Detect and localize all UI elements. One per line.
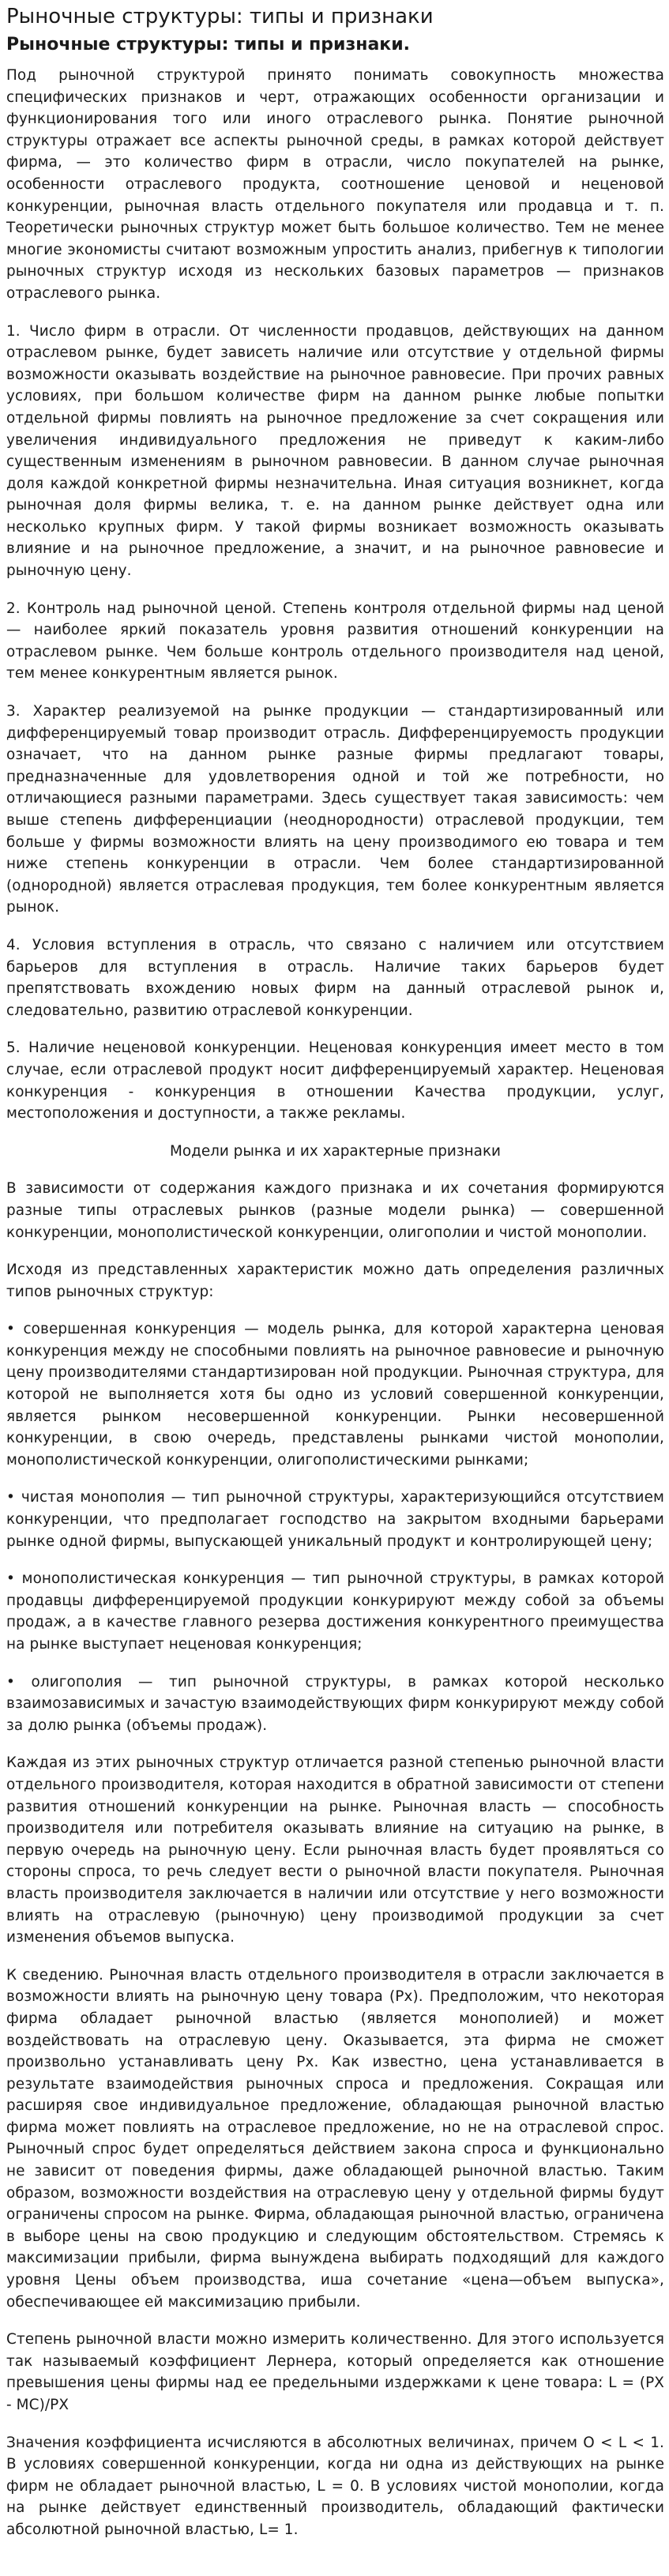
paragraph-market-types: В зависимости от содержания каждого признака и их сочетания формируются разные типы отраслевых рынков (разные модели рынка) — совершенной конкуренции, монополистической конкуренции, олигополии и чистой монополии. (6, 1180, 664, 1241)
section-heading: Модели рынка и их характерные признаки (169, 1142, 501, 1160)
bullet-oligopoly: • олигополия — тип рыночной структуры, в рамках которой несколько взаимозависимых и зачастую взаимодействующих фирм конкурируют между собой за долю рынка (объемы продаж). (6, 1673, 664, 1734)
bullet-pure-monopoly: • чистая монополия — тип рыночной структуры, характеризующийся отсутствием конкуренции, что предполагает господство на закрытом входными барьерами рынке одной фирмы, выпускающей уникальный продукт и контролирующей цену; (6, 1489, 664, 1550)
paragraph-entry-conditions: 4. Условия вступления в отрасль, что связано с наличием или отсутствием барьеров для вступления в отрасль. Наличие таких барьеров будет препятствовать вхождению новых фирм на данный отраслевой рынок и, следовательно, развитию отраслевой конкуренции. (6, 936, 664, 1019)
paragraph-definitions-intro: Исходя из представленных характеристик можно дать определения различных типов рыночных структур: (6, 1262, 664, 1300)
paragraph-market-power: Каждая из этих рыночных структур отличается разной степенью рыночной власти отдельного производителя, которая находится в обратной зависимости от степени развития отношений конкуренции на рынке. Рыночная власть — способность производителя или потребителя оказывать влияние на ситуацию на рынке, в первую очередь на рыночную цену. Если рыночная власть будет проявляться со стороны спроса, то речь следует вести о рыночной власти покупателя. Рыночная власть производителя заключается в наличии или отсутствие у него возможности влиять на отраслевую (рыночную) цену производимой продукции за счет изменения объемов выпуска. (6, 1754, 664, 1946)
bullet-perfect-competition: • совершенная конкуренция — модель рынка, для которой характерна ценовая конкуренция между не способными повлиять на рыночное равновесие и рыночную цену производителями стандартизирован ной продукции. Рыночная структура, для которой не выполняется хотя бы одно из условий совершенной конкуренции, является рынком несовершенной конкуренции. Рынки несовершенной конкуренции, в свою очередь, представлены рынками чистой монополии, монополистической конкуренции, олигополистическими рынками; (6, 1321, 664, 1469)
paragraph-price-control: 2. Контроль над рыночной ценой. Степень контроля отдельной фирмы над ценой — наиболее яркий показатель уровня развития отношений конкуренции на отраслевом рынке. Чем больше контроль отдельного производителя над ценой, тем менее конкурентным является рынок. (6, 600, 664, 683)
bullet-monopolistic-competition: • монополистическая конкуренция — тип рыночной структуры, в рамках которой продавцы дифференцируемой продукции конкурируют между собой за объемы продаж, а в качестве главного резерва достижения конкурентного преимущества на рынке выступает неценовая конкуренция; (6, 1570, 664, 1653)
paragraph-coefficient-values: Значения коэффициента исчисляются в абсолютных величинах, причем O < L < 1. В условиях совершенной конкуренции, когда ни одна из действующих на рынке фирм не обладает рыночной властью, L = 0. В условиях чистой монополии, когда на рынке действует единственный производитель, обладающий фактически абсолютной рыночной властью, L= 1. (6, 2434, 664, 2538)
paragraph-note: К сведению. Рыночная власть отдельного производителя в отрасли заключается в возможности влиять на рыночную цену товара (Рх). Предположим, что некоторая фирма обладает рыночной властью (является монополией) и может воздействовать на отраслевую цену. Оказывается, эта фирма не сможет произвольно устанавливать цену Рх. Как известно, цена устанавливается в результате взаимодействия рыночных спроса и предложения. Сокращая или расширяя свое индивидуальное предложение, обладающая рыночной властью фирма может повлиять на отраслевое предложение, но не на отраслевой спрос. Рыночный спрос будет определяться действием закона спроса и функционально не зависит от поведения фирмы, даже обладающей рыночной властью. Таким образом, возможности воздействия на отраслевую цену у отдельной фирмы будут ограничены спросом на рынке. Фирма, обладающая рыночной властью, ограничена в выборе цены на свою продукцию и следующим обстоятельством. Стремясь к максимизации прибыли, фирма вынуждена выбирать подходящий для каждого уровня Цены объем производства, иша сочетание «цена—объем выпуска», обеспечивающее ей максимизацию прибыли. (6, 1966, 664, 2311)
article-heading: Рыночные структуры: типы и признаки. (6, 35, 411, 55)
page-title: Рыночные структуры: типы и признаки (6, 5, 434, 28)
intro-paragraph: Под рыночной структурой принято понимать совокупность множества специфических признаков и черт, отражающих особенности организации и функционирования того или иного отраслевого рынка. Понятие рыночной структуры отражает все аспекты рыночной среды, в рамках которой действует фирма, — это количество фирм в отрасли, число покупателей на рынке, особенности отраслевого продукта, соотношение ценовой и неценовой конкуренции, рыночная власть отдельного покупателя или продавца и т. п. Теоретически рыночных структур может быть большое количество. Тем не менее многие экономисты считают возможным упростить анализ, прибегнув к типологии рыночных структур исходя из нескольких базовых параметров — признаков отраслевого рынка. (6, 67, 664, 302)
paragraph-firm-count: 1. Число фирм в отрасли. От численности продавцов, действующих на данном отраслевом рынке, будет зависеть наличие или отсутствие у отдельной фирмы возможности оказывать воздействие на рыночное равновесие. При прочих равных условиях, при большом количестве фирм на данном рынке любые попытки отдельной фирмы повлиять на рыночное предложение за счет сокращения или увеличения индивидуального предложения не приведут к каким-либо существенным изменениям в рыночном равновесии. В данном случае рыночная доля каждой конкретной фирмы незначительна. Иная ситуация возникнет, когда рыночная доля фирмы велика, т. е. на данном рынке действует одна или несколько крупных фирм. У такой фирмы возникает возможность оказывать влияние и на рыночное предложение, а значит, и на рыночное равновесие и рыночную цену. (6, 322, 664, 580)
paragraph-nonprice-competition: 5. Наличие неценовой конкуренции. Неценовая конкуренция имеет место в том случае, если отраслевой продукт носит дифференцируемый характер. Неценовая конкуренция - конкуренция в отношении Качества продукции, услуг, местоположения и доступности, а также рекламы. (6, 1040, 664, 1123)
paragraph-product-type: 3. Характер реализуемой на рынке продукции — стандартизированный или дифференцируемый товар производит отрасль. Дифференцируемость продукции означает, что на данном рынке разные фирмы предлагают товары, предназначенные для удовлетворения одной и той же потребности, но отличающиеся разными параметрами. Здесь существует такая зависимость: чем выше степень дифференциации (неоднородности) отраслевой продукции, тем больше у фирмы возможности влиять на цену производимого ею товара и тем ниже степень конкуренции в отрасли. Чем более стандартизированной (однородной) является отраслевая продукция, тем более конкурентным является рынок. (6, 703, 664, 916)
paragraph-lerner-index: Степень рыночной власти можно измерить количественно. Для этого используется так называемый коэффициент Лернера, который определяется как отношение превышения цены фирмы над ее предельными издержками к цене товара: L = (PX - MC)/PX (6, 2331, 664, 2413)
